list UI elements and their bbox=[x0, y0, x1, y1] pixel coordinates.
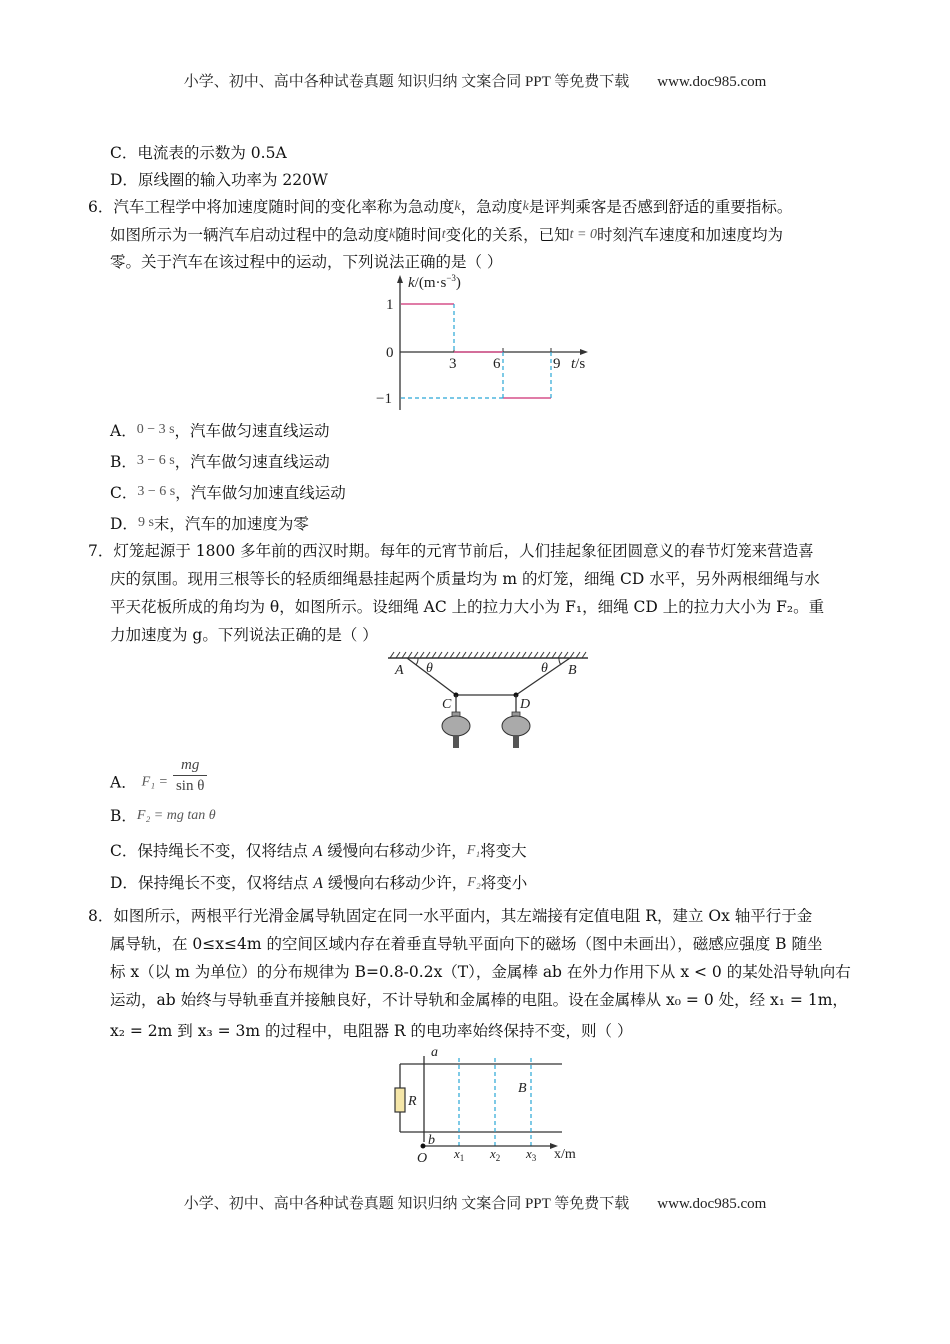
svg-text:x3: $x_3$ bbox=[526, 1146, 537, 1163]
header-url[interactable]: www.doc985.com bbox=[657, 74, 767, 90]
svg-text:B: B bbox=[518, 1081, 527, 1096]
svg-text:k/(m·s−3): $k/(m\cdot s^{-3})$ bbox=[408, 273, 461, 291]
svg-text:A: A bbox=[395, 663, 404, 678]
page-footer bbox=[0, 1192, 950, 1213]
footer-text: 小学、初中、高中各种试卷真题 知识归纳 文案合同 PPT 等免费下载 bbox=[183, 1196, 630, 1212]
svg-text:a: a bbox=[431, 1045, 438, 1060]
svg-text:−1: −1 bbox=[376, 391, 392, 407]
q6-option-c[interactable]: C．3 − 6 s，汽车做匀加速直线运动 bbox=[110, 484, 346, 502]
svg-text:x/m: x/m bbox=[554, 1147, 576, 1162]
svg-text:D: D bbox=[520, 697, 531, 712]
page-header bbox=[0, 70, 950, 91]
q8-line-2: 属导轨，在 0≤x≤4m 的空间区域内存在着垂直导轨平面向下的磁场（图中未画出），磁感应强度 B 随坐 bbox=[110, 935, 823, 953]
svg-text:θ: θ bbox=[426, 661, 433, 676]
q7-option-c[interactable]: C．保持绳长不变，仅将结点 A 缓慢向右移动少许，F₁将变大 bbox=[110, 842, 527, 860]
svg-text:C: C bbox=[442, 697, 452, 712]
svg-text:t/s: t/s bbox=[571, 356, 586, 372]
q8-line-1: 8．如图所示，两根平行光滑金属导轨固定在同一水平面内，其左端接有定值电阻 R，建立 Ox 轴平行于金 bbox=[88, 907, 813, 925]
q6-number: 6． bbox=[88, 198, 114, 216]
svg-text:3: 3 bbox=[449, 356, 457, 372]
jerk-time-chart bbox=[360, 272, 600, 412]
svg-text:0: 0 bbox=[386, 345, 394, 361]
q7-line-4: 力加速度为 g。下列说法正确的是（ ） bbox=[110, 626, 378, 644]
q6-line-3: 零。关于汽车在该过程中的运动，下列说法正确的是（ ） bbox=[110, 253, 503, 271]
svg-text:R: R bbox=[408, 1094, 417, 1109]
svg-text:O: O bbox=[417, 1151, 428, 1166]
rail-circuit-figure bbox=[380, 1042, 595, 1167]
svg-text:θ: θ bbox=[541, 661, 548, 676]
q7-line-1: 7．灯笼起源于 1800 多年前的西汉时期。每年的元宵节前后，人们挂起象征团圆意义的春节灯笼来营造喜 bbox=[88, 542, 814, 560]
q8-line-3: 标 x（以 m 为单位）的分布规律为 B=0.8-0.2x（T），金属棒 ab 在外力作用下从 x < 0 的某处沿导轨向右 bbox=[110, 963, 851, 981]
fraction: $\frac{mg}{\text{sin θ}}$ bbox=[173, 755, 207, 796]
svg-text:1: 1 bbox=[386, 297, 394, 313]
svg-text:6: 6 bbox=[493, 356, 501, 372]
header-text: 小学、初中、高中各种试卷真题 知识归纳 文案合同 PPT 等免费下载 bbox=[183, 74, 630, 90]
svg-text:B: B bbox=[568, 663, 577, 678]
q6-line-1: 6．汽车工程学中将加速度随时间的变化率称为急动度k，急动度k是评判乘客是否感到舒适的重要指标。 bbox=[88, 198, 793, 216]
q7-number: 7． bbox=[88, 542, 114, 560]
prev-option-d: D．原线圈的输入功率为 220W bbox=[110, 171, 328, 189]
svg-text:9: 9 bbox=[553, 356, 561, 372]
svg-text:x2: $x_2$ bbox=[490, 1146, 501, 1163]
q8-number: 8． bbox=[88, 907, 114, 925]
q6-option-b[interactable]: B．3 − 6 s，汽车做匀速直线运动 bbox=[110, 453, 330, 471]
q8-line-4: 运动，ab 始终与导轨垂直并接触良好，不计导轨和金属棒的电阻。设在金属棒从 x₀ = 0 处，经 x₁ = 1m， bbox=[110, 991, 848, 1009]
svg-text:b: b bbox=[428, 1133, 435, 1148]
q7-option-d[interactable]: D．保持绳长不变，仅将结点 A 缓慢向右移动少许，F₂将变小 bbox=[110, 874, 528, 892]
q7-line-2: 庆的氛围。现用三根等长的轻质细绳悬挂起两个质量均为 m 的灯笼，细绳 CD 水平，另外两根细绳与水 bbox=[110, 570, 820, 588]
q7-line-3: 平天花板所成的角均为 θ，如图所示。设细绳 AC 上的拉力大小为 F₁，细绳 CD 上的拉力大小为 F₂。重 bbox=[110, 598, 825, 616]
q7-option-a[interactable]: A． F₁ = $\frac{mg}{\text{sin θ}}$ bbox=[110, 763, 207, 804]
footer-url[interactable]: www.doc985.com bbox=[657, 1196, 767, 1212]
q7-option-b[interactable]: B．F₂ = mg tan θ bbox=[110, 807, 216, 825]
lantern-figure bbox=[380, 648, 595, 753]
q6-option-a[interactable]: A．0 − 3 s，汽车做匀速直线运动 bbox=[110, 422, 330, 440]
q6-option-d[interactable]: D．9 s末，汽车的加速度为零 bbox=[110, 515, 309, 533]
q8-line-5: x₂ = 2m 到 x₃ = 3m 的过程中，电阻器 R 的电功率始终保持不变，则（ ） bbox=[110, 1022, 633, 1040]
prev-option-c: C．电流表的示数为 0.5A bbox=[110, 144, 287, 162]
q6-line-2: 如图所示为一辆汽车启动过程中的急动度k随时间t变化的关系，已知t = 0时刻汽车速度和加速度均为 bbox=[110, 226, 784, 244]
svg-text:x1: $x_1$ bbox=[454, 1146, 465, 1163]
